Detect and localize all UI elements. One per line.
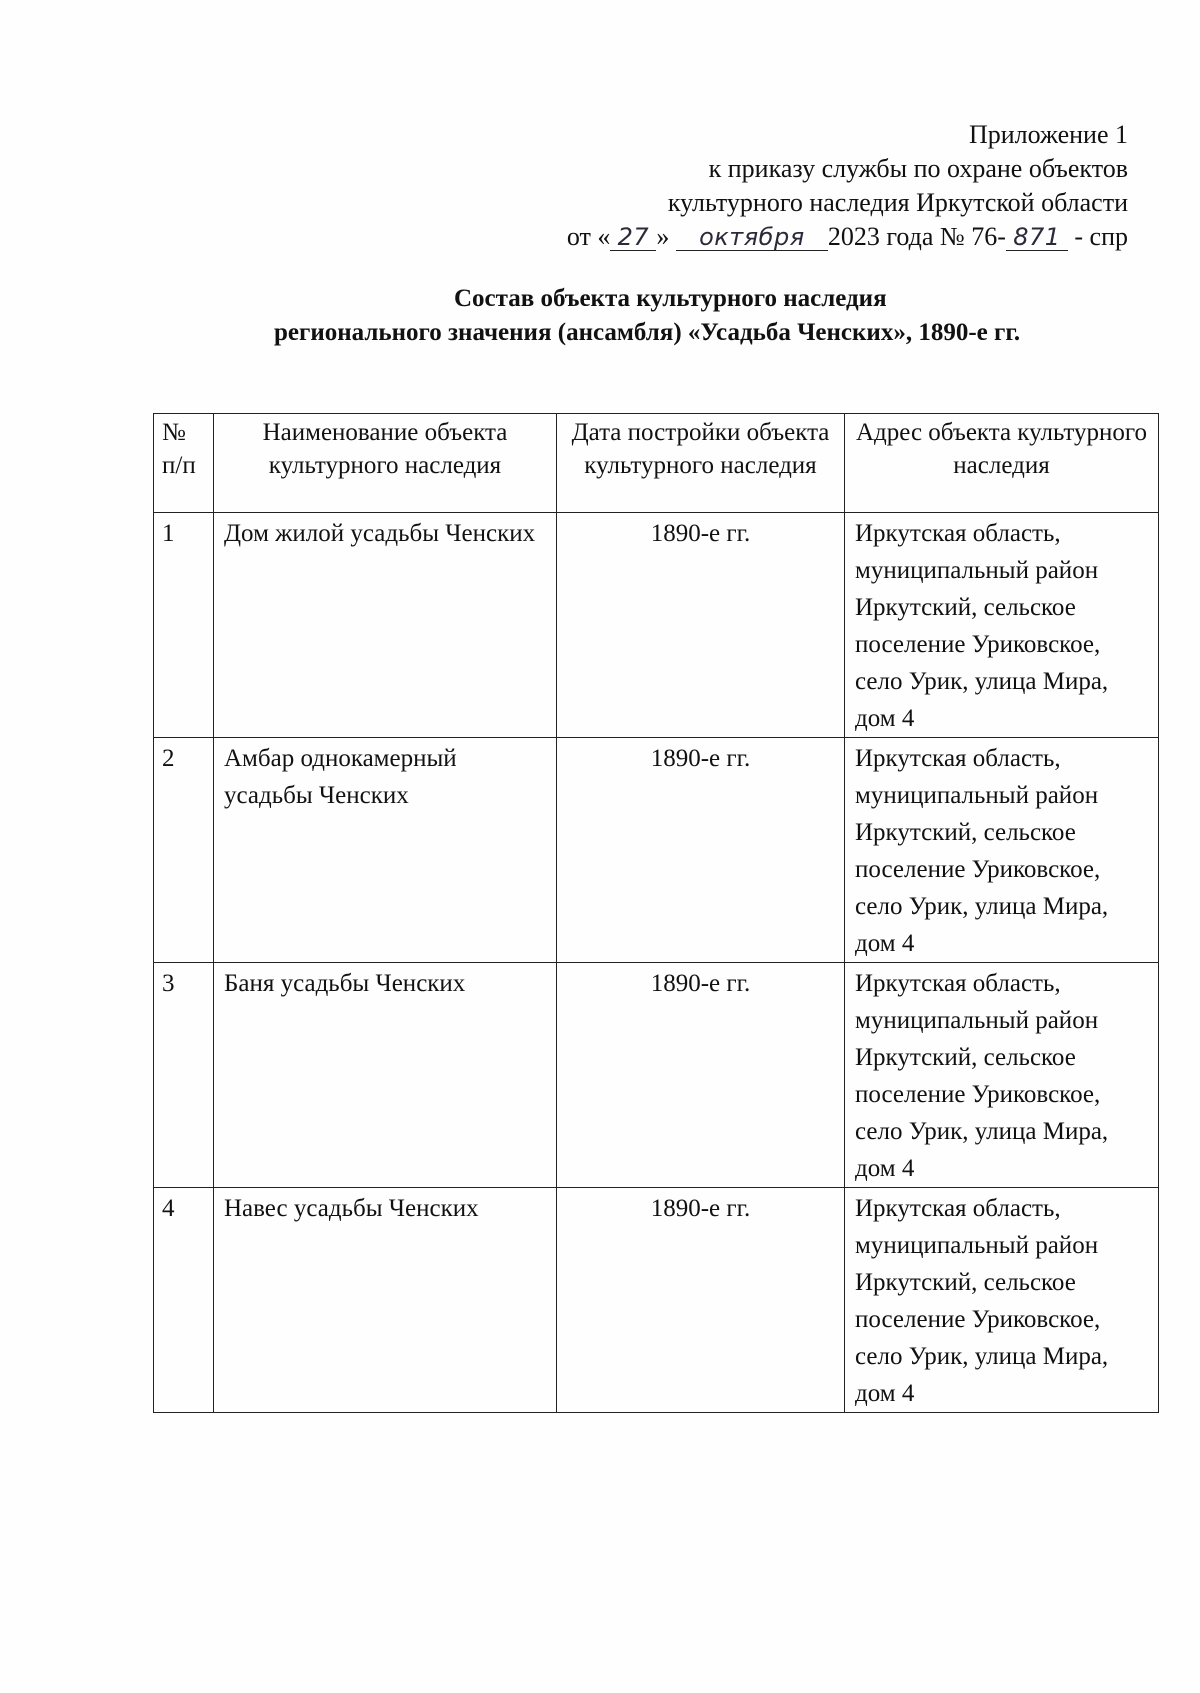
handwritten-month: октября	[676, 224, 828, 251]
header-object-address: Адрес объекта культурного наследия	[845, 414, 1159, 513]
appendix-header	[567, 118, 1128, 254]
date-quote-close: »	[656, 222, 670, 251]
date-prefix: от «	[566, 222, 611, 251]
order-reference-line: к приказу службы по охране объектов	[708, 154, 1128, 183]
heritage-objects-table	[153, 413, 1159, 1413]
row-number: 4	[154, 1188, 214, 1413]
object-address: Иркутская область, муниципальный район Иркутский, сельское поселение Уриковское, село Урик, улица Мира, дом 4	[845, 738, 1159, 963]
object-name: Амбар однокамерный усадьбы Ченских	[214, 738, 557, 963]
title-line-1: Состав объекта культурного наследия	[454, 285, 887, 312]
order-suffix: - спр	[1074, 222, 1128, 251]
handwritten-day: 27	[610, 224, 656, 251]
construction-date: 1890-е гг.	[557, 513, 845, 738]
object-address: Иркутская область, муниципальный район Иркутский, сельское поселение Уриковское, село Урик, улица Мира, дом 4	[845, 513, 1159, 738]
order-date-line	[567, 220, 1128, 254]
object-name: Навес усадьбы Ченских	[214, 1188, 557, 1413]
header-object-name: Наименование объекта культурного наследия	[214, 414, 557, 513]
table-row	[154, 738, 1159, 963]
construction-date: 1890-е гг.	[557, 963, 845, 1188]
construction-date: 1890-е гг.	[557, 738, 845, 963]
object-name: Дом жилой усадьбы Ченских	[214, 513, 557, 738]
construction-date: 1890-е гг.	[557, 1188, 845, 1413]
object-name: Баня усадьбы Ченских	[214, 963, 557, 1188]
table-row	[154, 513, 1159, 738]
handwritten-order-number: 871	[1006, 224, 1068, 251]
appendix-number: Приложение 1	[968, 120, 1128, 149]
row-number: 1	[154, 513, 214, 738]
row-number: 2	[154, 738, 214, 963]
year-and-number-prefix: 2023 года № 76-	[827, 222, 1006, 251]
table-row	[154, 1188, 1159, 1413]
table-row	[154, 963, 1159, 1188]
title-line-2: регионального значения (ансамбля) «Усадьба Ченских», 1890-е гг.	[274, 319, 1021, 346]
table-header-row	[154, 414, 1159, 513]
header-construction-date: Дата постройки объекта культурного наследия	[557, 414, 845, 513]
row-number: 3	[154, 963, 214, 1188]
object-address: Иркутская область, муниципальный район Иркутский, сельское поселение Уриковское, село Урик, улица Мира, дом 4	[845, 963, 1159, 1188]
authority-name-line: культурного наследия Иркутской области	[667, 188, 1128, 217]
object-address: Иркутская область, муниципальный район Иркутский, сельское поселение Уриковское, село Урик, улица Мира, дом 4	[845, 1188, 1159, 1413]
header-number: № п/п	[154, 414, 214, 513]
